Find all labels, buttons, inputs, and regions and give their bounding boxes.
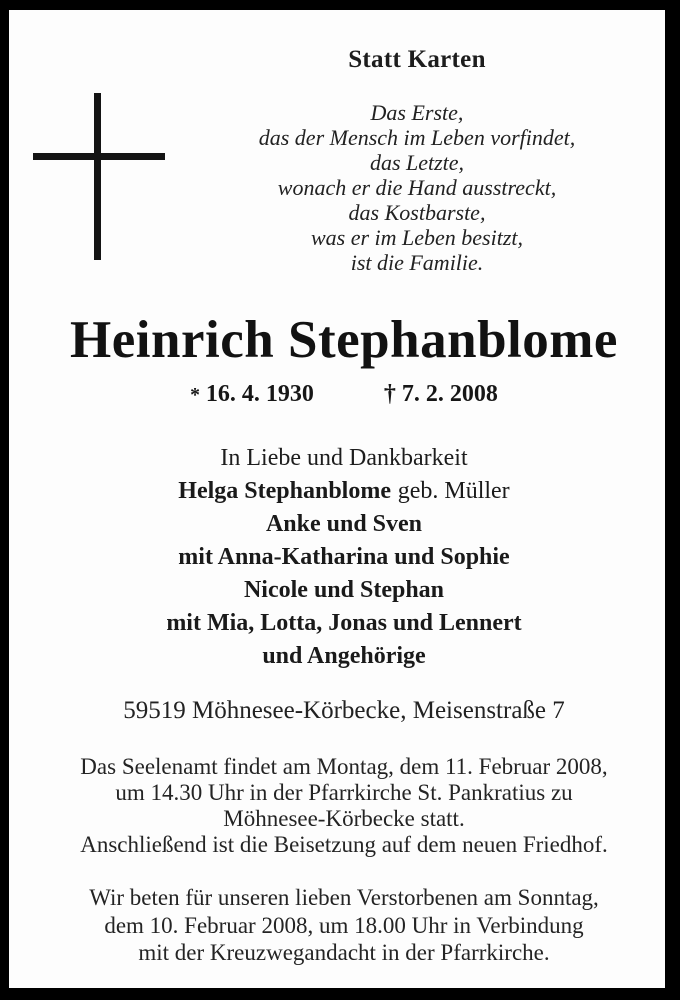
family-line: Anke und Sven — [265, 511, 423, 537]
poem-line: das Letzte, — [369, 150, 465, 175]
birth-date: 16. 4. 1930 — [205, 381, 314, 407]
deceased-name: Heinrich Stephanblome — [70, 311, 618, 369]
service-line: Anschließend ist die Beisetzung auf dem neuen Friedhof. — [80, 832, 608, 857]
family-line: Nicole und Stephan — [243, 577, 445, 603]
family-line: mit Anna-Katharina und Sophie — [178, 544, 510, 570]
memorial-poem — [169, 100, 665, 275]
life-dates — [23, 381, 665, 408]
cross-vertical-bar — [94, 93, 101, 260]
prayer-line: dem 10. Februar 2008, um 18.00 Uhr in Verbindung — [104, 912, 584, 938]
service-line: Das Seelenamt findet am Montag, dem 11. Februar 2008, — [80, 754, 608, 779]
funeral-service-info — [23, 754, 665, 858]
home-address: 59519 Möhnesee-Körbecke, Meisenstraße 7 — [123, 697, 565, 724]
prayer-info — [23, 884, 665, 967]
poem-line: das Kostbarste, — [348, 200, 486, 225]
prayer-line: Wir beten für unseren lieben Verstorbenen am Sonntag, — [89, 885, 599, 910]
poem-line: wonach er die Hand ausstreckt, — [277, 175, 557, 200]
mourning-family-block — [23, 442, 665, 673]
widow-name: Helga Stephanblome — [178, 478, 391, 504]
statt-karten-heading: Statt Karten — [348, 46, 486, 73]
service-line: um 14.30 Uhr in der Pfarrkirche St. Pankratius zu — [115, 780, 573, 805]
dagger-icon: † — [383, 381, 396, 407]
cross-icon — [33, 93, 173, 263]
death-date: 7. 2. 2008 — [401, 381, 498, 407]
widow-maiden-name: geb. Müller — [397, 478, 510, 504]
cross-horizontal-bar — [33, 153, 165, 160]
prayer-line: mit der Kreuzwegandacht in der Pfarrkirche. — [138, 940, 550, 965]
service-line: Möhnesee-Körbecke statt. — [223, 806, 465, 831]
poem-line: was er im Leben besitzt, — [310, 225, 524, 250]
birth-star-icon: * — [190, 384, 200, 406]
poem-line: ist die Familie. — [350, 250, 484, 275]
poem-line: das der Mensch im Leben vorfindet, — [258, 125, 576, 150]
family-line: mit Mia, Lotta, Jonas und Lennert — [166, 610, 522, 636]
poem-line: Das Erste, — [370, 100, 464, 125]
notice-paper — [9, 10, 665, 988]
mourning-intro: In Liebe und Dankbarkeit — [220, 445, 468, 471]
family-line: und Angehörige — [262, 643, 426, 669]
family-widow-line — [23, 475, 665, 508]
